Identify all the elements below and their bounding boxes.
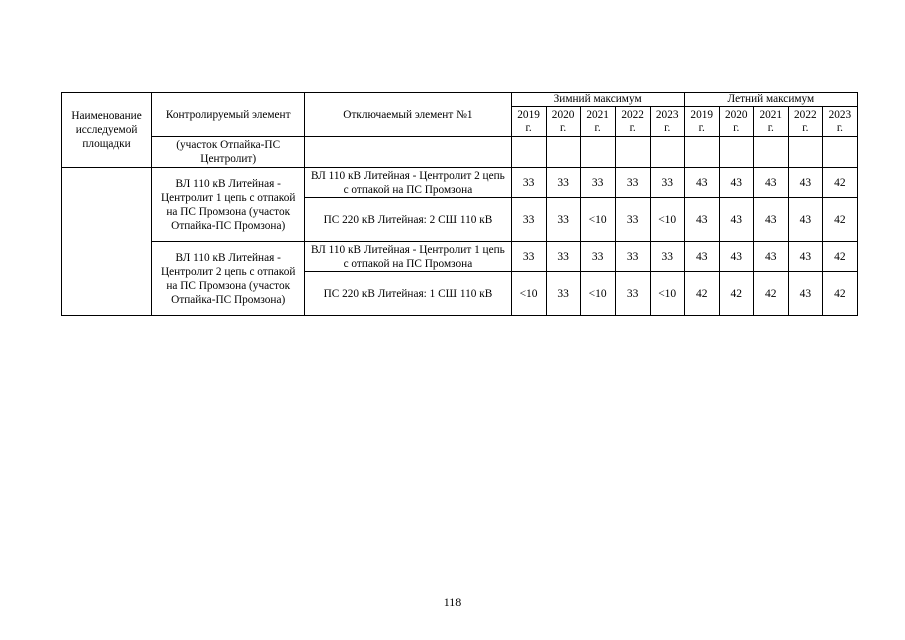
summer-value: 43 [719,242,753,272]
winter-value: 33 [580,242,615,272]
empty-cell [650,137,684,168]
winter-value: 33 [580,168,615,198]
header-site-name: Наименование исследуемой площадки [62,93,152,168]
empty-cell [719,137,753,168]
summer-value: 43 [788,242,822,272]
empty-cell [546,137,580,168]
summer-value: 43 [788,272,822,316]
disconnected-element: ПС 220 кВ Литейная: 1 СШ 110 кВ [305,272,511,316]
winter-year: 2022 г. [615,107,650,137]
winter-value: <10 [650,272,684,316]
winter-value: 33 [511,242,546,272]
summer-value: 42 [719,272,753,316]
controlled-continuation: (участок Отпайка-ПС Центролит) [152,137,305,168]
winter-year: 2021 г. [580,107,615,137]
table-row [62,168,858,198]
empty-cell [580,137,615,168]
summer-value: 43 [684,168,719,198]
summer-value: 43 [788,168,822,198]
summer-year: 2022 г. [788,107,822,137]
page-number: 118 [443,595,462,609]
empty-cell [788,137,822,168]
header-disconnected: Отключаемый элемент №1 [305,93,511,137]
header-winter-max: Зимний максимум [511,93,684,107]
summer-value: 43 [684,198,719,242]
winter-value: 33 [511,168,546,198]
controlled-element: ВЛ 110 кВ Литейная - Центролит 2 цепь с отпакой на ПС Промзона (участок Отпайка-ПС Промзона) [152,242,305,316]
continuation-row [62,137,858,168]
header-controlled: Контролируемый элемент [152,93,305,137]
summer-value: 42 [822,272,857,316]
site-name-empty [62,168,152,316]
summer-value: 42 [822,168,857,198]
winter-value: 33 [511,198,546,242]
empty-cell [822,137,857,168]
disconnected-element: ВЛ 110 кВ Литейная - Центролит 2 цепь с отпакой на ПС Промзона [305,168,511,198]
summer-value: 42 [753,272,788,316]
summer-year: 2023 г. [822,107,857,137]
empty-cell [305,137,511,168]
data-table [61,92,858,316]
winter-value: <10 [580,272,615,316]
winter-value: 33 [546,242,580,272]
summer-value: 42 [684,272,719,316]
summer-year: 2020 г. [719,107,753,137]
summer-value: 43 [719,168,753,198]
summer-value: 43 [753,242,788,272]
winter-value: 33 [615,272,650,316]
winter-value: 33 [650,242,684,272]
summer-value: 42 [822,198,857,242]
empty-cell [511,137,546,168]
disconnected-element: ПС 220 кВ Литейная: 2 СШ 110 кВ [305,198,511,242]
summer-value: 42 [822,242,857,272]
empty-cell [753,137,788,168]
empty-cell [615,137,650,168]
winter-value: 33 [546,198,580,242]
winter-value: 33 [546,272,580,316]
summer-value: 43 [719,198,753,242]
summer-year: 2019 г. [684,107,719,137]
summer-value: 43 [753,168,788,198]
summer-value: 43 [684,242,719,272]
winter-year: 2023 г. [650,107,684,137]
controlled-element: ВЛ 110 кВ Литейная - Центролит 1 цепь с отпакой на ПС Промзона (участок Отпайка-ПС Промзона) [152,168,305,242]
header-summer-max: Летний максимум [684,93,857,107]
winter-value: 33 [615,168,650,198]
table-row [62,242,858,272]
disconnected-element: ВЛ 110 кВ Литейная - Центролит 1 цепь с отпакой на ПС Промзона [305,242,511,272]
winter-value: <10 [580,198,615,242]
winter-value: 33 [615,198,650,242]
header-row-1 [62,93,858,107]
winter-value: <10 [650,198,684,242]
winter-value: <10 [511,272,546,316]
summer-value: 43 [788,198,822,242]
winter-value: 33 [615,242,650,272]
winter-value: 33 [650,168,684,198]
winter-year: 2020 г. [546,107,580,137]
empty-cell [684,137,719,168]
summer-value: 43 [753,198,788,242]
winter-value: 33 [546,168,580,198]
winter-year: 2019 г. [511,107,546,137]
summer-year: 2021 г. [753,107,788,137]
